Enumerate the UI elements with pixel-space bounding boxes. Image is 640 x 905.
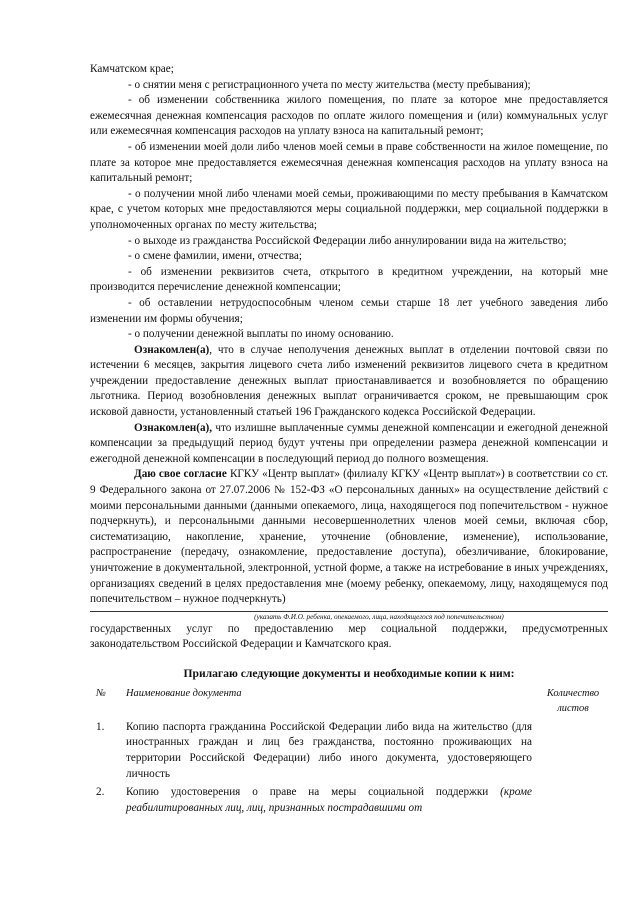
- list-item: - о снятии меня с регистрационного учета по месту жительства (месту пребывания);: [128, 78, 531, 91]
- acknowledgement-text: что излишне выплаченные суммы денежной компенсации и ежегодной денежной компенсации за предыдущий период будут учтены при определении размера денежной компенсации и ежегодной денежной компенсации в последующий период до полного возмещения.: [90, 421, 608, 465]
- row-number: 2.: [96, 786, 105, 799]
- row-number: 1.: [96, 720, 105, 733]
- acknowledgement-label: Ознакомлен(а): [134, 343, 210, 356]
- row-sheet-count: [538, 717, 608, 782]
- signature-caption: (указать Ф.И.О. ребенка, опекаемого, лица, находящегося под попечительством): [254, 612, 504, 621]
- column-header-number: №: [96, 687, 106, 699]
- document-page: [90, 62, 608, 816]
- consent-label: Даю свое согласие: [134, 468, 227, 481]
- row-sheet-count: [538, 782, 608, 816]
- list-item: - о выходе из гражданства Российской Федерации либо аннулировании вида на жительство;: [128, 234, 567, 247]
- list-item: - об изменении реквизитов счета, открытого в кредитном учреждении, на который мне производится перечисление денежной компенсации;: [90, 265, 608, 294]
- table-row: [90, 717, 608, 782]
- services-paragraph: государственных услуг по предоставлению мер социальной поддержки, предусмотренных законодательством Российской Федерации и Камчатского края.: [90, 622, 608, 651]
- list-item: - об изменении моей доли либо членов моей семьи в праве собственности на жилое помещение, по плате за которое мне предоставляется ежемесячная денежная компенсация расходов на уплату взноса на капитальный ремонт;: [90, 140, 608, 185]
- documents-title: Прилагаю следующие документы и необходимые копии к ним:: [183, 666, 515, 680]
- documents-table: [90, 686, 608, 817]
- acknowledgement-label: Ознакомлен(а),: [134, 421, 213, 434]
- row-document-name-text: Копию удостоверения о праве на меры социальной поддержки: [126, 786, 501, 799]
- table-header-row: [90, 686, 608, 717]
- acknowledgement-paragraph-1: [90, 343, 608, 421]
- table-row: [90, 782, 608, 816]
- column-header-count: Количество листов: [546, 687, 600, 715]
- list-item: - об оставлении нетрудоспособным членом семьи старше 18 лет учебного заведения либо изменении им формы обучения;: [90, 296, 608, 325]
- notification-list: [90, 78, 608, 343]
- list-item: - о получении мной либо членами моей семьи, проживающими по месту пребывания в Камчатском крае, с учетом которых мне предоставляются меры социальной поддержки, мер социальной поддержки в уполномоченных органах по месту жительства;: [90, 187, 608, 231]
- continuation-text: Камчатском крае;: [90, 63, 174, 75]
- list-item: - об изменении собственника жилого помещения, по плате за которое мне предоставляется ежемесячная денежная компенсация расходов по оплате жилого помещения и (или) коммунальных услуг или ежемесячная компенсация расходов на уплату взноса на капитальный ремонт;: [90, 94, 608, 138]
- consent-text: КГКУ «Центр выплат» (филиалу КГКУ «Центр выплат») в соответствии со ст. 9 Федерального закона от 27.07.2006 № 152-ФЗ «О персональных данных» на осуществление действий с моими персональными данными (данными опекаемого, лица, находящегося под попечительством - нужное подчеркнуть), и персональными данными несовершеннолетних членов моей семьи, включая сбор, систематизацию, накопление, хранение, уточнение (обновление, изменение), использование, распространение (передачу, ознакомление, предоставление доступа), обезличивание, блокирование, уничтожение в документальной, электронной, устной форме, а также на истребование в иных учреждениях, организациях сведений в целях предоставления мне (моему ребенку, опекаемому, лицу, находящемуся под попечительством – нужное подчеркнуть): [90, 468, 608, 606]
- acknowledgement-text: , что в случае неполучения денежных выплат в отделении почтовой связи по истечении 6 месяцев, закрытия лицевого счета либо изменений реквизитов лицевого счета в кредитном учреждении предоставление денежных выплат приостанавливается и возобновляется по обращению льготника. Период возобновления денежных выплат ограничивается сроком, не превышающим срок исковой давности, установленный статьей 196 Гражданского кодекса Российской Федерации.: [90, 343, 608, 419]
- list-item: - о получении денежной выплаты по иному основанию.: [128, 328, 394, 341]
- consent-paragraph: [90, 467, 608, 607]
- acknowledgement-paragraph-2: [90, 421, 608, 468]
- row-document-name: [126, 782, 538, 816]
- column-header-name: Наименование документа: [126, 687, 242, 699]
- row-document-name-note: (кроме реабилитированных лиц, лиц, признанных пострадавшими от: [126, 786, 532, 814]
- list-item: - о смене фамилии, имени, отчества;: [128, 250, 302, 263]
- row-document-name: Копию паспорта гражданина Российской Федерации либо вида на жительство (для иностранных граждан и лиц без гражданства, постоянно проживающих на территории Российской Федерации) либо иного документа, удостоверяющего личность: [126, 720, 532, 780]
